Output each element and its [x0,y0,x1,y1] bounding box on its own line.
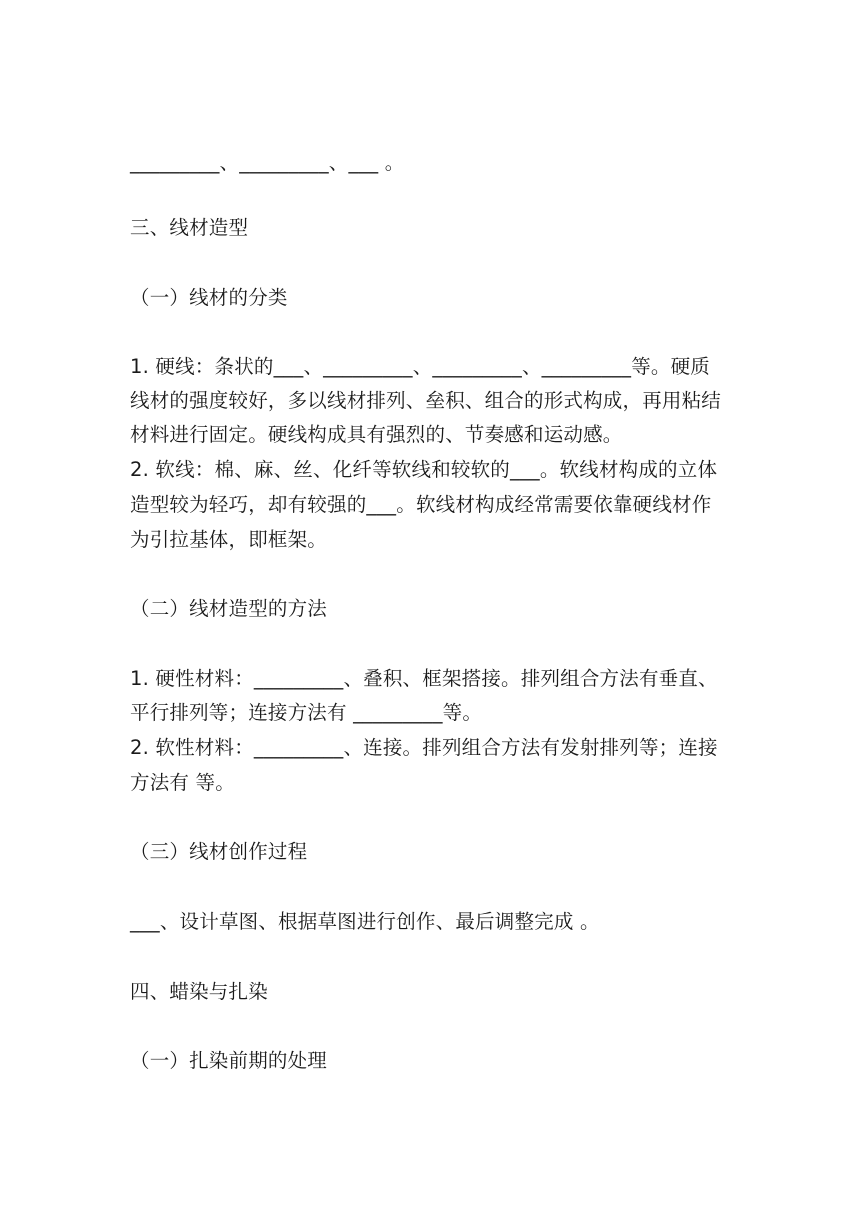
paragraph-line: 2. 软性材料：_________、连接。排列组合方法有发射排列等；连接 [130,736,718,759]
fill-blank-line: _________、_________、___ 。 [130,151,405,174]
paragraph-line: 平行排列等；连接方法有 _________等。 [130,701,483,724]
paragraph-line: 方法有 等。 [130,771,235,794]
paragraph-line: 1. 硬线：条状的___、_________、_________、_________等。硬质 [130,355,711,378]
subsection-heading: （三）线材创作过程 [130,840,308,863]
subsection-heading: （一）线材的分类 [130,286,288,309]
paragraph-line: ___、设计草图、根据草图进行创作、最后调整完成 。 [130,910,600,933]
paragraph-line: 线材的强度较好，多以线材排列、垒积、组合的形式构成，再用粘结 [130,389,722,412]
section-heading: 四、蜡染与扎染 [130,980,268,1003]
paragraph-line: 2. 软线：棉、麻、丝、化纤等软线和较软的___。软线材构成的立体 [130,458,718,481]
paragraph-line: 造型较为轻巧，却有较强的___。软线材构成经常需要依靠硬线材作 [130,493,712,516]
paragraph-line: 材料进行固定。硬线构成具有强烈的、节奏感和运动感。 [130,423,623,446]
paragraph-line: 为引拉基体，即框架。 [130,528,328,551]
paragraph-line: 1. 硬性材料：_________、叠积、框架搭接。排列组合方法有垂直、 [130,667,718,690]
section-heading: 三、线材造型 [130,216,249,239]
subsection-heading: （一）扎染前期的处理 [130,1049,328,1072]
subsection-heading: （二）线材造型的方法 [130,597,328,620]
